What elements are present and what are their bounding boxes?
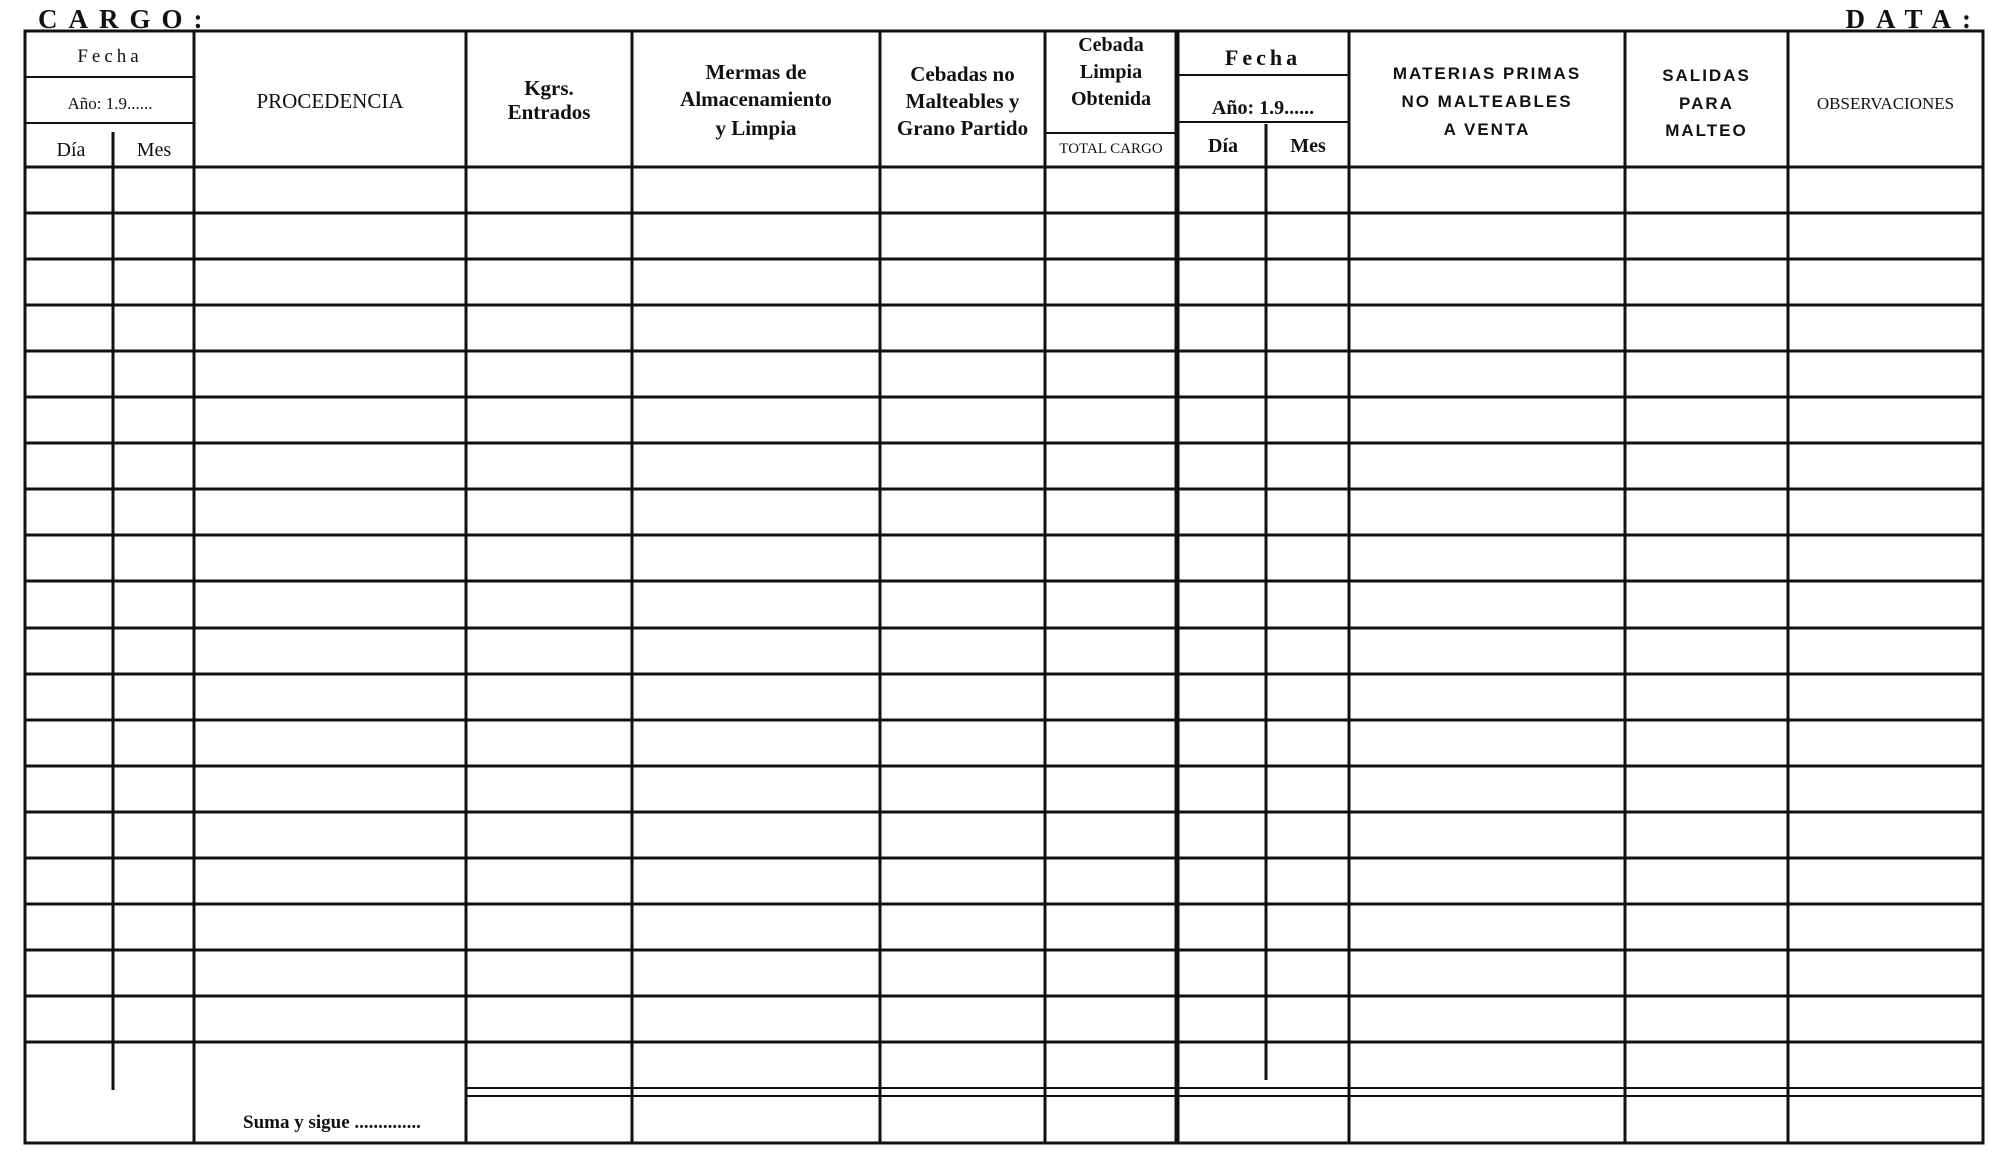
- suma-y-sigue-label: Suma y sigue ..............: [243, 1112, 421, 1133]
- fecha1-day: Día: [56, 139, 86, 161]
- fecha1-month: Mes: [136, 139, 172, 161]
- materias-header-line1: MATERIAS PRIMAS: [1392, 64, 1582, 83]
- salidas-header-line3: MALTEO: [1665, 121, 1748, 140]
- materias-header-line3: A VENTA: [1443, 120, 1531, 139]
- cargo-label: CARGO:: [38, 4, 214, 34]
- cebadas-header-line1: Cebadas no: [910, 62, 1015, 86]
- mermas-header-line3: y Limpia: [715, 116, 797, 140]
- fecha2-year: Año: 1.9......: [1211, 97, 1315, 119]
- limpia-header-line2: Limpia: [1079, 61, 1143, 83]
- fecha2-day: Día: [1208, 135, 1238, 157]
- salidas-header-line1: SALIDAS: [1662, 66, 1751, 85]
- fecha2-month: Mes: [1290, 135, 1326, 157]
- limpia-header-line3: Obtenida: [1070, 88, 1152, 110]
- observaciones-header: OBSERVACIONES: [1816, 94, 1955, 113]
- cebadas-header-line2: Malteables y: [905, 89, 1020, 113]
- fecha2-title: Fecha: [1224, 45, 1302, 70]
- limpia-header-line1: Cebada: [1078, 34, 1144, 56]
- mermas-header-line2: Almacenamiento: [680, 87, 832, 111]
- kgrs-header-line2: Entrados: [507, 100, 591, 124]
- kgrs-header-line1: Kgrs.: [524, 76, 574, 100]
- materias-header-line2: NO MALTEABLES: [1401, 92, 1573, 111]
- total-cargo-label: TOTAL CARGO: [1059, 141, 1163, 157]
- fecha1-title: Fecha: [77, 46, 143, 67]
- procedencia-header: PROCEDENCIA: [256, 89, 404, 113]
- table-frame: [25, 31, 1983, 1143]
- salidas-header-line2: PARA: [1679, 94, 1734, 113]
- mermas-header-line1: Mermas de: [705, 60, 807, 84]
- data-label: DATA:: [1845, 4, 1982, 34]
- fecha1-year: Año: 1.9......: [67, 94, 153, 113]
- cebadas-header-line3: Grano Partido: [896, 116, 1029, 140]
